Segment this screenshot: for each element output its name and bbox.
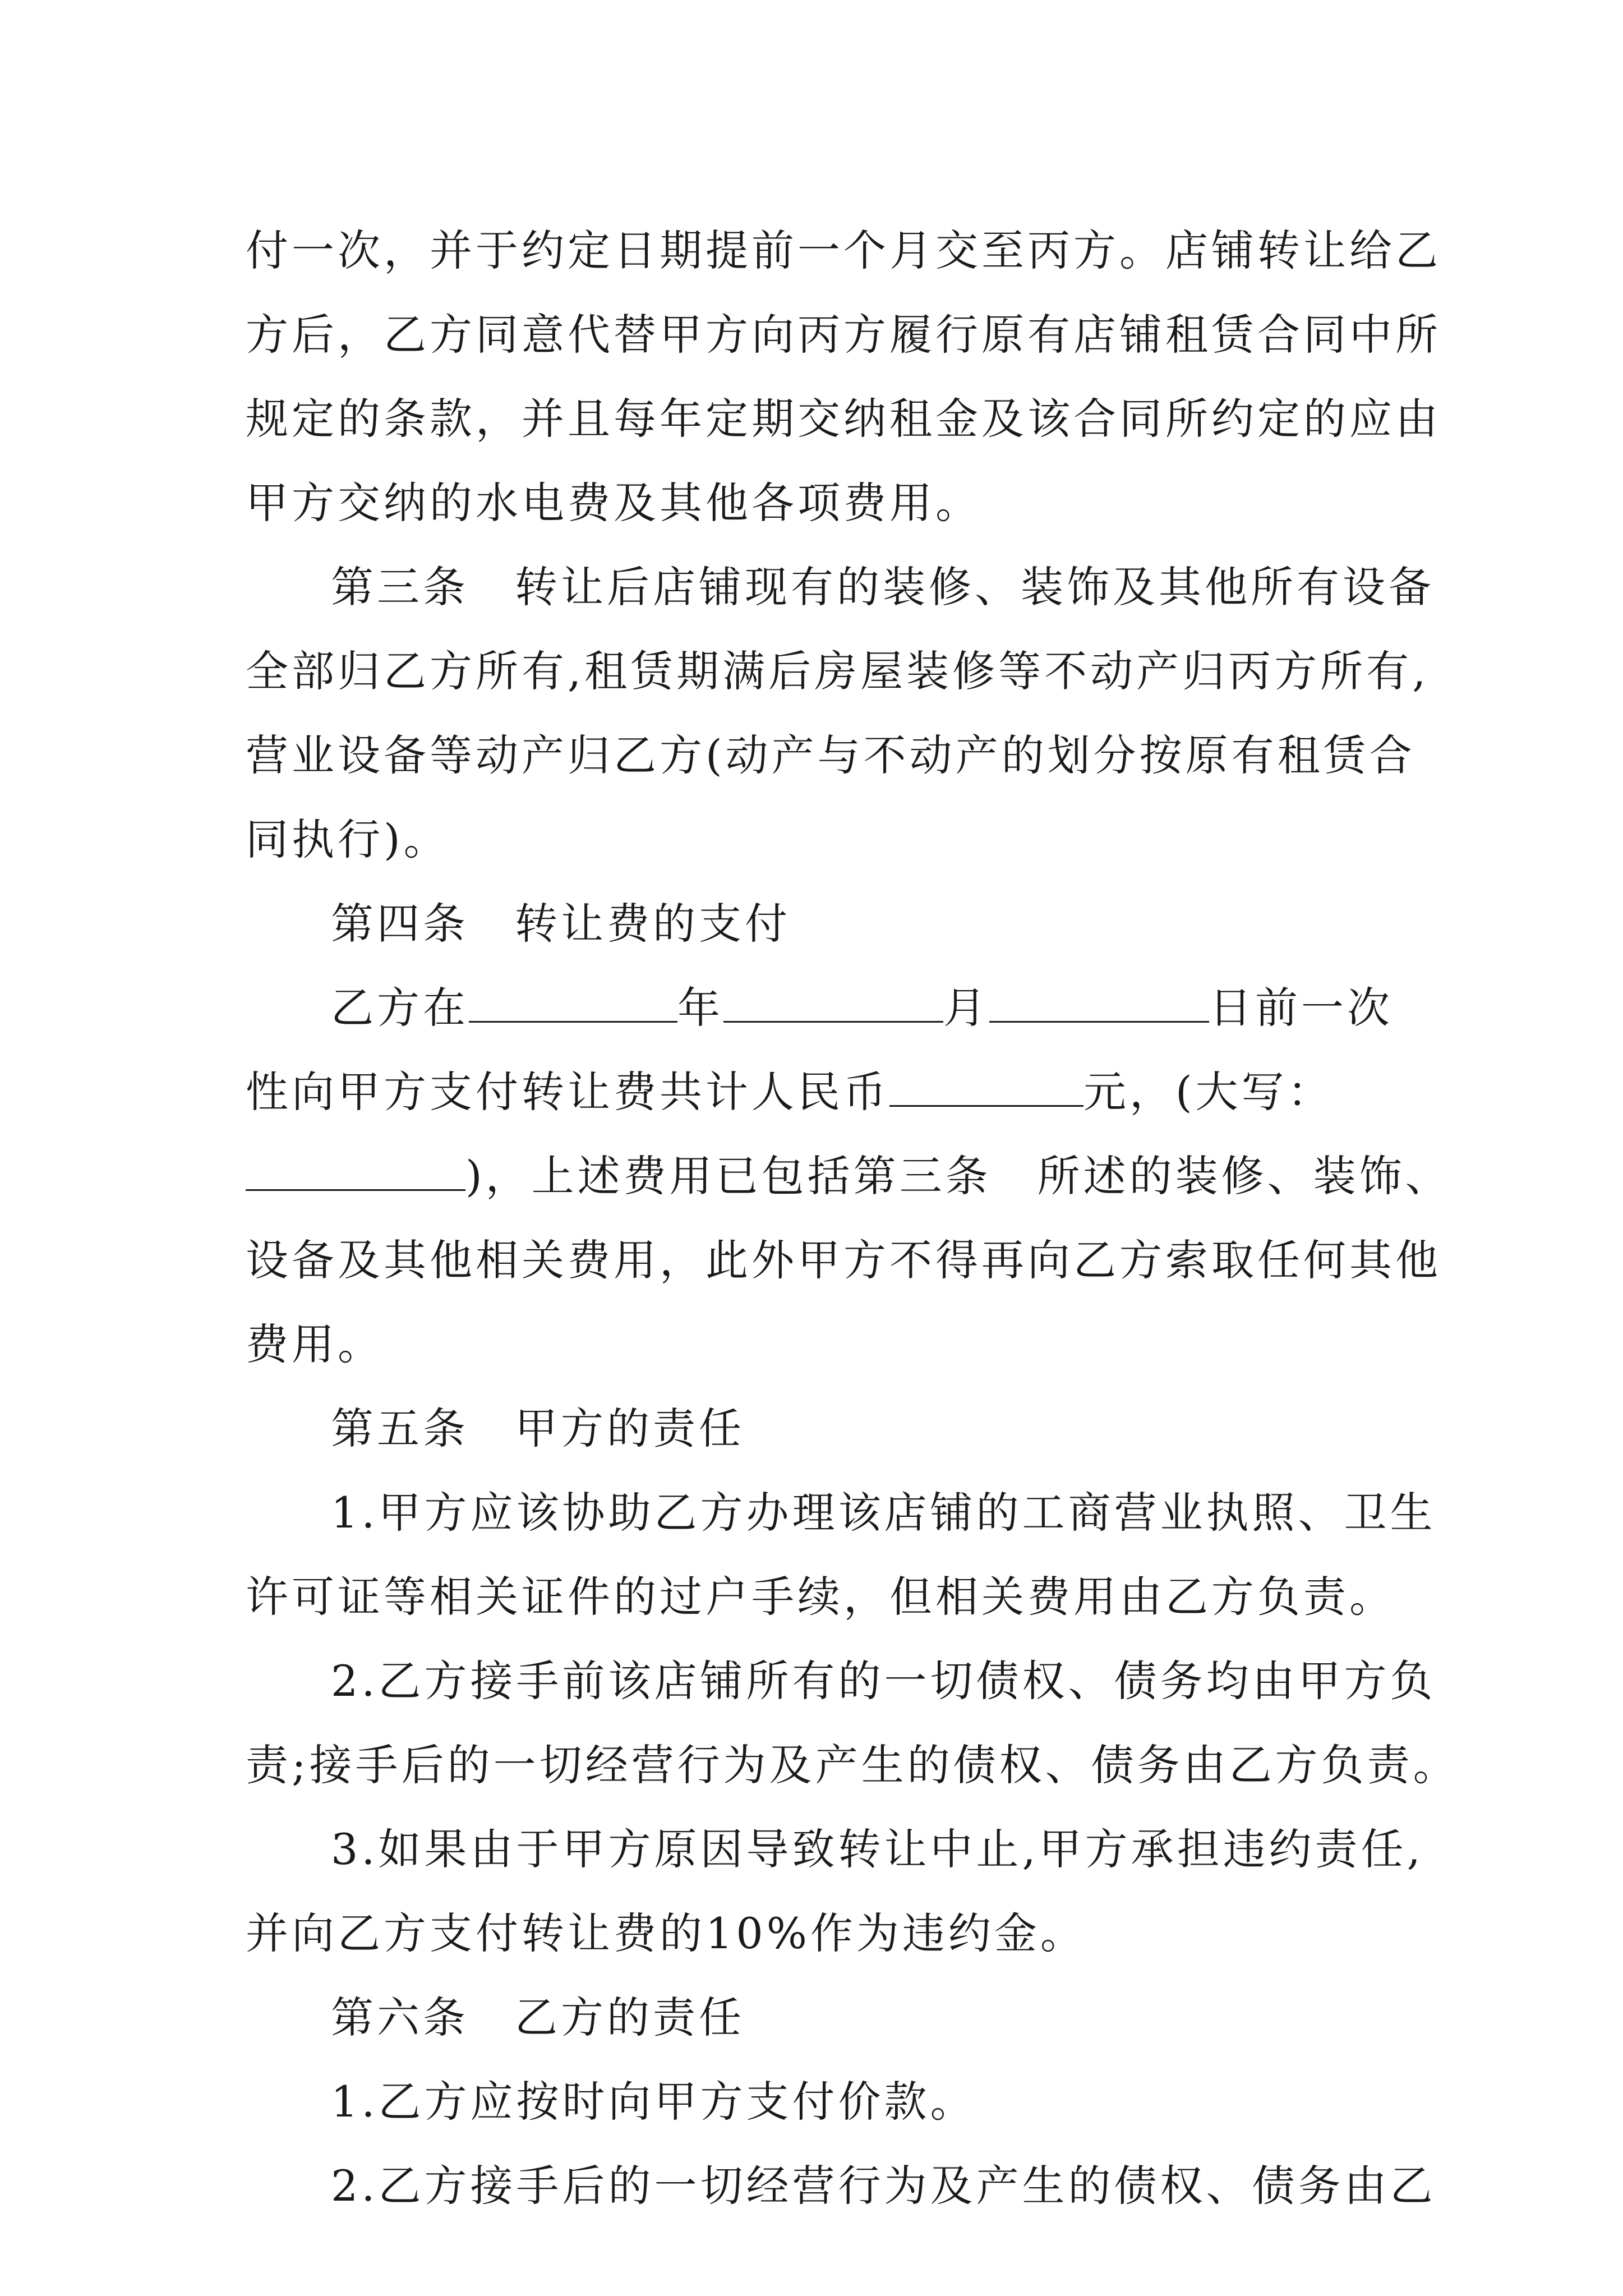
paragraph-line: 许可证等相关证件的过户手续，但相关费用由乙方负责。: [246, 1572, 1395, 1622]
paragraph-line: 同执行)。: [246, 815, 450, 864]
paragraph-line: 责;接手后的一切经营行为及产生的债权、债务由乙方负责。: [246, 1740, 1459, 1790]
payment-date-line: [246, 966, 1395, 1050]
amount-words-blank: [246, 1150, 465, 1191]
paragraph-line: 营业设备等动产归乙方(动产与不动产的划分按原有租赁合: [246, 730, 1415, 780]
paragraph-line: 全部归乙方所有,租赁期满后房屋装修等不动产归丙方所有,: [246, 646, 1430, 696]
clause-line: 3.如果由于甲方原因导致转让中止,甲方承担违约责任,: [331, 1824, 1424, 1874]
amount-blank: [889, 1066, 1083, 1107]
line-text: 元，(大写：: [1083, 1067, 1334, 1117]
clause-line: 2.乙方接手前该店铺所有的一切债权、债务均由甲方负: [331, 1656, 1436, 1706]
paragraph-line: 设备及其他相关费用，此外甲方不得再向乙方索取任何其他: [246, 1235, 1441, 1285]
year-blank: [469, 982, 677, 1023]
line-text: 日前一次: [1209, 983, 1393, 1033]
day-blank: [989, 982, 1209, 1023]
article-4-heading: 第四条 转让费的支付: [331, 899, 791, 949]
paragraph-line: 费用。: [246, 1319, 384, 1369]
clause-line: 2.乙方接手后的一切经营行为及产生的债权、债务由乙: [331, 2161, 1436, 2211]
article-3-line: 第三条 转让后店铺现有的装修、装饰及其他所有设备: [331, 562, 1435, 612]
month-blank: [723, 982, 943, 1023]
paragraph-line: 并向乙方支付转让费的10%作为违约金。: [246, 1908, 1086, 1958]
line-text: 性向甲方支付转让费共计人民币: [246, 1067, 889, 1117]
line-text: 年: [677, 983, 723, 1033]
clause-line: 1.甲方应该协助乙方办理该店铺的工商营业执照、卫生: [331, 1488, 1436, 1538]
amount-words-line: [246, 1134, 1451, 1218]
line-text: 乙方在: [331, 983, 469, 1033]
paragraph-line: 付一次，并于约定日期提前一个月交至丙方。店铺转让给乙: [246, 226, 1441, 275]
line-text: )，上述费用已包括第三条 所述的装修、装饰、: [465, 1151, 1451, 1201]
line-text: 月: [943, 983, 989, 1033]
paragraph-line: 方后，乙方同意代替甲方向丙方履行原有店铺租赁合同中所: [246, 310, 1441, 360]
clause-line: 1.乙方应按时向甲方支付价款。: [331, 2077, 976, 2127]
article-6-heading: 第六条 乙方的责任: [331, 1993, 745, 2042]
paragraph-line: 甲方交纳的水电费及其他各项费用。: [246, 478, 981, 528]
article-5-heading: 第五条 甲方的责任: [331, 1404, 745, 1453]
payment-amount-line: [246, 1050, 1395, 1134]
contract-body: [246, 209, 1459, 2228]
paragraph-line: 规定的条款，并且每年定期交纳租金及该合同所约定的应由: [246, 394, 1441, 444]
